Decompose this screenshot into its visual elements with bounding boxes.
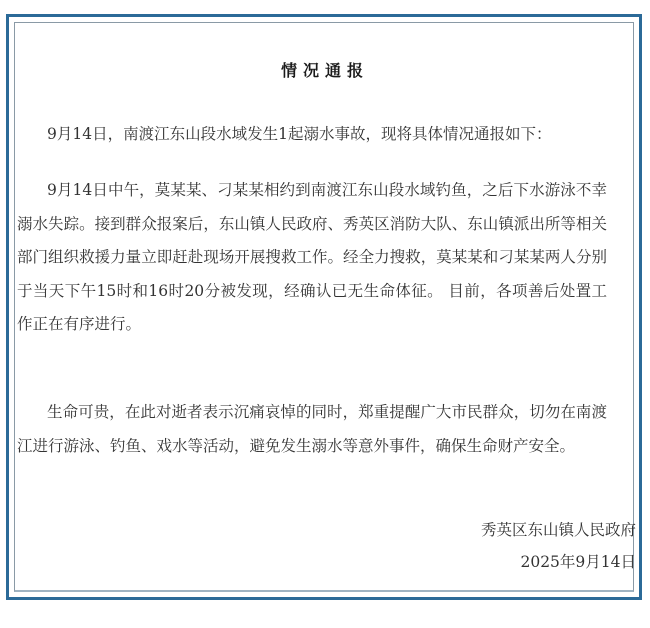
intro-paragraph xyxy=(17,118,607,152)
warning-paragraph xyxy=(17,396,607,463)
intro-text: 9月14日，南渡江东山段水域发生1起溺水事故，现将具体情况通报如下： xyxy=(47,125,552,143)
signature-date: 2025年9月14日 xyxy=(520,553,636,571)
warning-text: 生命可贵，在此对逝者表示沉痛哀悼的同时，郑重提醒广大市民群众，切勿在南渡江进行游泳、钓鱼、戏水等活动，避免发生溺水等意外事件，确保生命财产安全。 xyxy=(17,403,607,455)
document-title: 情况通报 xyxy=(280,61,369,80)
incident-text: 9月14日中午，莫某某、刁某某相约到南渡江东山段水域钓鱼，之后下水游泳不幸溺水失踪。接到群众报案后，东山镇人民政府、秀英区消防大队、东山镇派出所等相关部门组织救援力量立即赶赴现场开展搜救工作。经全力搜救，莫某某和刁某某两人分别于当天下午15时和16时20分被发现，经确认已无生命体征。 目前，各项善后处置工作正在有序进行。 xyxy=(17,181,607,333)
signature-organization: 秀英区东山镇人民政府 xyxy=(480,521,636,539)
incident-paragraph xyxy=(17,174,607,342)
